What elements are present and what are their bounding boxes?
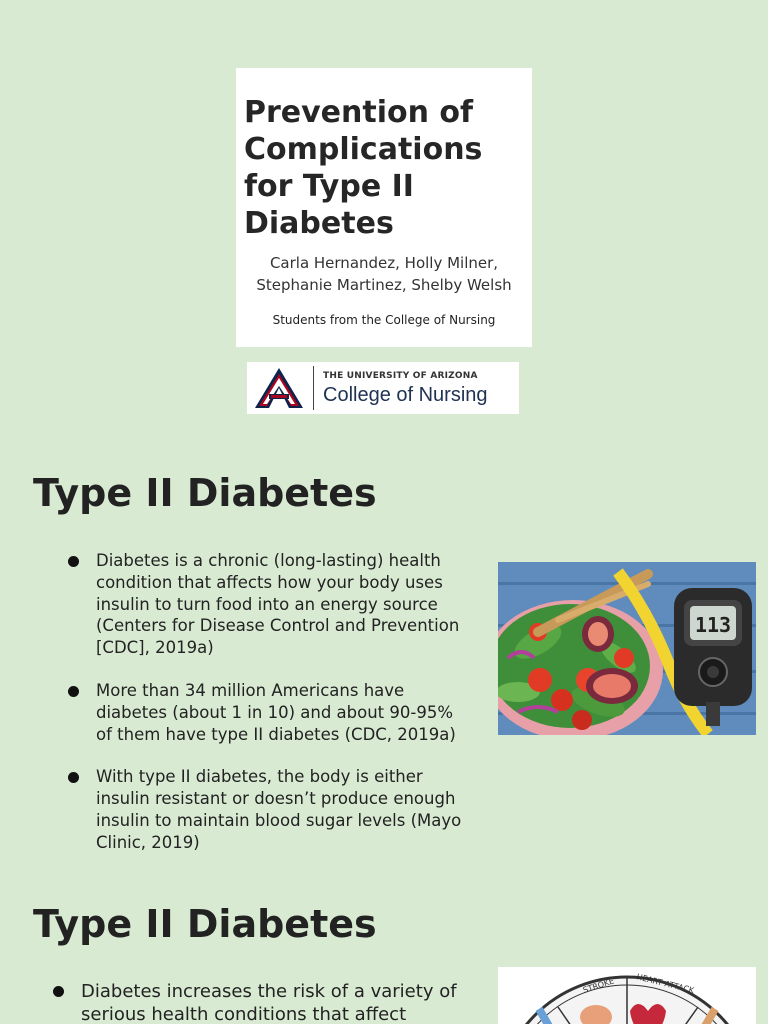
authors-line-1: Carla Hernandez, Holly Milner, [269, 254, 499, 272]
slide-heading: Type II Diabetes [33, 471, 377, 515]
bullet-text: With type II diabetes, the body is either insulin resistant or doesn’t produce enough insulin to maintain blood sugar levels (Mayo Clinic, 2019) [96, 767, 462, 852]
bullet-icon [68, 686, 79, 697]
bullet-icon [68, 556, 79, 567]
authors-line-2: Stephanie Martinez, Shelby Welsh [256, 276, 512, 294]
title-slide [0, 0, 768, 432]
complications-diagram [498, 967, 756, 1024]
stroke-label: STROKE [581, 976, 616, 995]
presentation-title: Prevention of Complications for Type II Diabetes [244, 95, 483, 241]
bullet-text: Diabetes is a chronic (long-lasting) health condition that affects how your body uses insulin to turn food into an energy source (Centers for Disease Control and Prevention [CDC], 2019a) [96, 551, 460, 658]
heart-attack-label: HEART ATTACK [635, 972, 695, 996]
bullet-item [66, 550, 466, 659]
slide-heading: Type II Diabetes [33, 902, 377, 946]
university-logo [247, 362, 519, 414]
logo-college-name: College of Nursing [323, 384, 488, 406]
bullet-list [66, 550, 466, 865]
type-2-diabetes-slide [0, 432, 768, 865]
bullet-list [51, 980, 481, 1024]
salad-and-glucometer-photo [498, 562, 756, 735]
title-card [236, 68, 532, 347]
glucometer-reading: 113 [694, 613, 732, 637]
logo-divider [313, 366, 314, 410]
type-2-diabetes-complications-slide [0, 865, 768, 1024]
bullet-icon [53, 986, 64, 997]
bullet-icon [68, 772, 79, 783]
bullet-item [51, 980, 481, 1024]
bullet-text: More than 34 million Americans have diabetes (about 1 in 10) and about 90-95% of them have type II diabetes (CDC, 2019a) [96, 680, 456, 744]
bullet-item [66, 680, 466, 745]
arizona-a-logo-icon [251, 366, 307, 410]
affiliation: Students from the College of Nursing [272, 313, 496, 327]
bullet-text: Diabetes increases the risk of a variety of serious health conditions that affect [81, 981, 457, 1024]
authors [236, 252, 532, 296]
logo-university-name: THE UNIVERSITY OF ARIZONA [323, 371, 478, 381]
bullet-item [66, 766, 466, 853]
